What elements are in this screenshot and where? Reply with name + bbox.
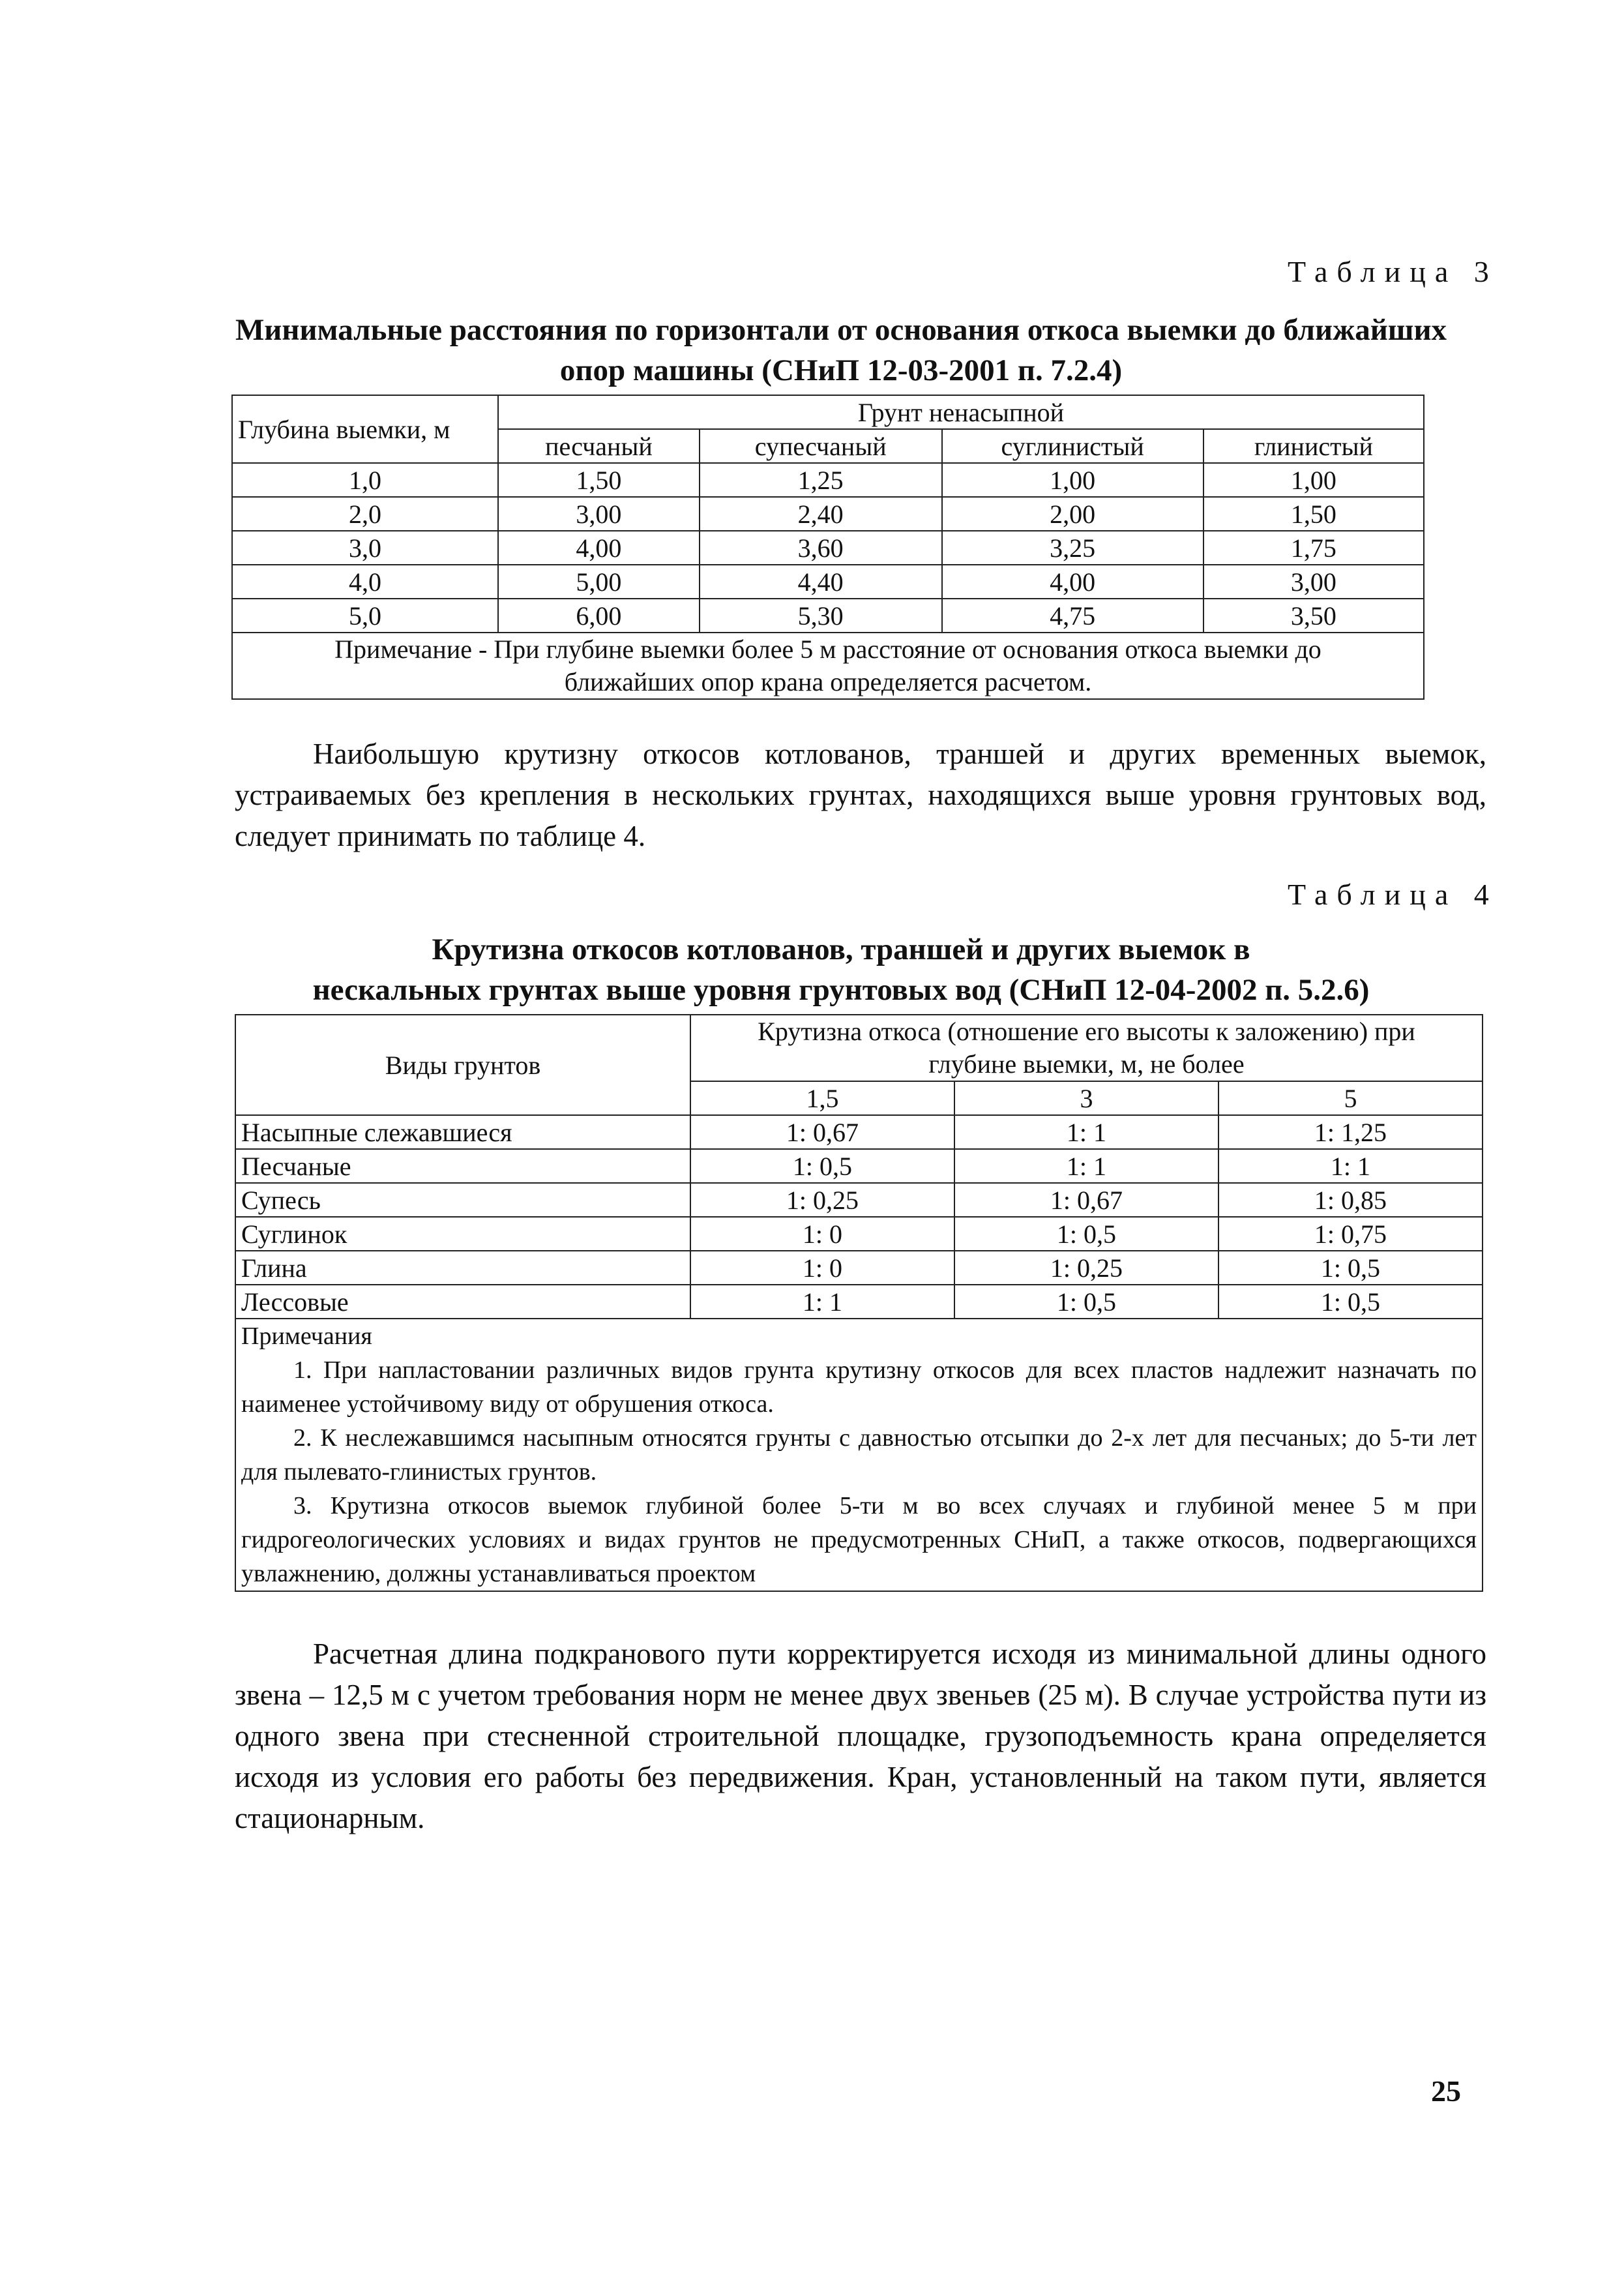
table-row [235,1285,1483,1319]
table-cell: 2,0 [232,497,498,531]
table-row [232,565,1424,599]
table-cell: 1: 0,5 [690,1149,954,1183]
table4-title-line1: Крутизна откосов котлованов, траншей и других выемок в [432,933,1250,966]
table-cell: 1: 1,25 [1218,1115,1483,1149]
table-row [235,1217,1483,1251]
table3-col-header: супесчаный [700,429,942,463]
table-row [232,599,1424,633]
table-cell: 1: 0,5 [954,1285,1218,1319]
table4-notes [235,1319,1483,1591]
table-cell: 1: 0 [690,1217,954,1251]
table-row [235,1251,1483,1285]
table3-title-line2: опор машины (СНиП 12-03-2001 п. 7.2.4) [559,353,1123,387]
table-cell: 1,00 [942,463,1203,497]
table4-note-1: 1. При напластовании различных видов грунта крутизну откосов для всех пластов надлежит назначать по наименее устойчивому виду от обрушения откоса. [241,1356,1477,1418]
page-number: 25 [1431,2074,1461,2108]
table-cell: 3,25 [942,531,1203,565]
table-cell: 3,00 [498,497,700,531]
table4-depth-header: 1,5 [690,1081,954,1115]
table-cell: 1: 0,5 [1218,1251,1483,1285]
table-cell: Лессовые [235,1285,690,1319]
table-cell: 1: 0,25 [690,1183,954,1217]
table4-note-3: 3. Крутизна откосов выемок глубиной более 5-ти м во всех случаях и глубиной менее 5 м при гидрогеологических условиях и видах грунтов не предусмотренных СНиП, а также откосов, подвергающихся увлажнению, должны устанавливаться проектом [241,1492,1477,1587]
table-cell: Супесь [235,1183,690,1217]
table-cell: 5,0 [232,599,498,633]
table-row [232,463,1424,497]
table3-header-row [232,395,1424,429]
table3-header-group: Грунт ненасыпной [498,395,1424,429]
table-cell: 1: 1 [954,1115,1218,1149]
table-cell: 3,60 [700,531,942,565]
table-cell: 4,75 [942,599,1203,633]
paragraph-1: Наибольшую крутизну откосов котлованов, траншей и других временных выемок, устраиваемых без крепления в нескольких грунтах, находящихся выше уровня грунтовых вод, следует принимать по таблице 4. [235,738,1486,852]
table-cell: 1: 0,5 [1218,1285,1483,1319]
table3-note-row [232,633,1424,699]
table-cell: 1: 0,85 [1218,1183,1483,1217]
table-cell: 1,50 [1203,497,1424,531]
table-cell: 4,0 [232,565,498,599]
table-cell: 3,50 [1203,599,1424,633]
table4-header-row [235,1015,1483,1081]
table-cell: 1,25 [700,463,942,497]
paragraph-2: Расчетная длина подкранового пути корректируется исходя из минимальной длины одного звена – 12,5 м с учетом требования норм не менее двух звеньев (25 м). В случае устройства пути из одного звена при стесненной строительной площадке, грузоподъемность крана определяется исходя из условия его работы без передвижения. Кран, установленный на таком пути, является стационарным. [235,1637,1486,1834]
table4-notes-row [235,1319,1483,1591]
table-cell: 2,40 [700,497,942,531]
table4-depth-header: 5 [1218,1081,1483,1115]
table-cell: 6,00 [498,599,700,633]
table3-note-line2: ближайших опор крана определяется расчетом. [564,667,1092,696]
table3-header-depth: Глубина выемки, м [232,395,498,463]
table3-label: Таблица 3 [1288,255,1498,288]
table-row [232,497,1424,531]
table-cell: Суглинок [235,1217,690,1251]
table-cell: Песчаные [235,1149,690,1183]
table-cell: 4,00 [498,531,700,565]
table-cell: 1: 0,67 [690,1115,954,1149]
table4-notes-title: Примечания [241,1323,372,1350]
table-cell: 1: 0 [690,1251,954,1285]
table3-col-header: суглинистый [942,429,1203,463]
table-cell: 1: 0,25 [954,1251,1218,1285]
table-cell: 1: 1 [690,1285,954,1319]
table-cell: Глина [235,1251,690,1285]
table3-title [196,310,1486,391]
table4-title-line2: нескальных грунтах выше уровня грунтовых вод (СНиП 12-04-2002 п. 5.2.6) [312,973,1370,1007]
table-cell: 1: 0,67 [954,1183,1218,1217]
table4 [235,1014,1483,1592]
table-cell: 1: 0,5 [954,1217,1218,1251]
table-cell: 1: 1 [954,1149,1218,1183]
table-cell: 1,00 [1203,463,1424,497]
table-cell: 4,40 [700,565,942,599]
table-cell: 1: 0,75 [1218,1217,1483,1251]
table4-header-group-line1: Крутизна откоса (отношение его высоты к заложению) при [758,1017,1415,1046]
table-row [235,1115,1483,1149]
table-cell: 1,75 [1203,531,1424,565]
table3-col-header: глинистый [1203,429,1424,463]
table-cell: 5,00 [498,565,700,599]
table3 [231,395,1425,700]
table-cell: 3,0 [232,531,498,565]
table-cell: 1,50 [498,463,700,497]
table4-title [196,929,1486,1010]
table-cell: 1: 1 [1218,1149,1483,1183]
table3-title-line1: Минимальные расстояния по горизонтали от основания откоса выемки до ближайших [235,313,1447,347]
table4-depth-header: 3 [954,1081,1218,1115]
table-row [235,1149,1483,1183]
table-cell: Насыпные слежавшиеся [235,1115,690,1149]
table-cell: 3,00 [1203,565,1424,599]
table3-note [232,633,1424,699]
table-cell: 2,00 [942,497,1203,531]
table-row [232,531,1424,565]
table4-header-group-line2: глубине выемки, м, не более [928,1049,1245,1079]
table-cell: 5,30 [700,599,942,633]
table4-header-kind: Виды грунтов [235,1015,690,1115]
table3-note-line1: Примечание - При глубине выемки более 5 м расстояние от основания откоса выемки до [334,635,1321,664]
table4-header-group [690,1015,1483,1081]
table4-note-2: 2. К неслежавшимся насыпным относятся грунты с давностью отсыпки до 2-х лет для песчаных; до 5-ти лет для пылевато-глинистых грунтов. [241,1424,1477,1486]
table-cell: 4,00 [942,565,1203,599]
table-row [235,1183,1483,1217]
table3-col-header: песчаный [498,429,700,463]
table-cell: 1,0 [232,463,498,497]
table4-label: Таблица 4 [1288,878,1498,911]
